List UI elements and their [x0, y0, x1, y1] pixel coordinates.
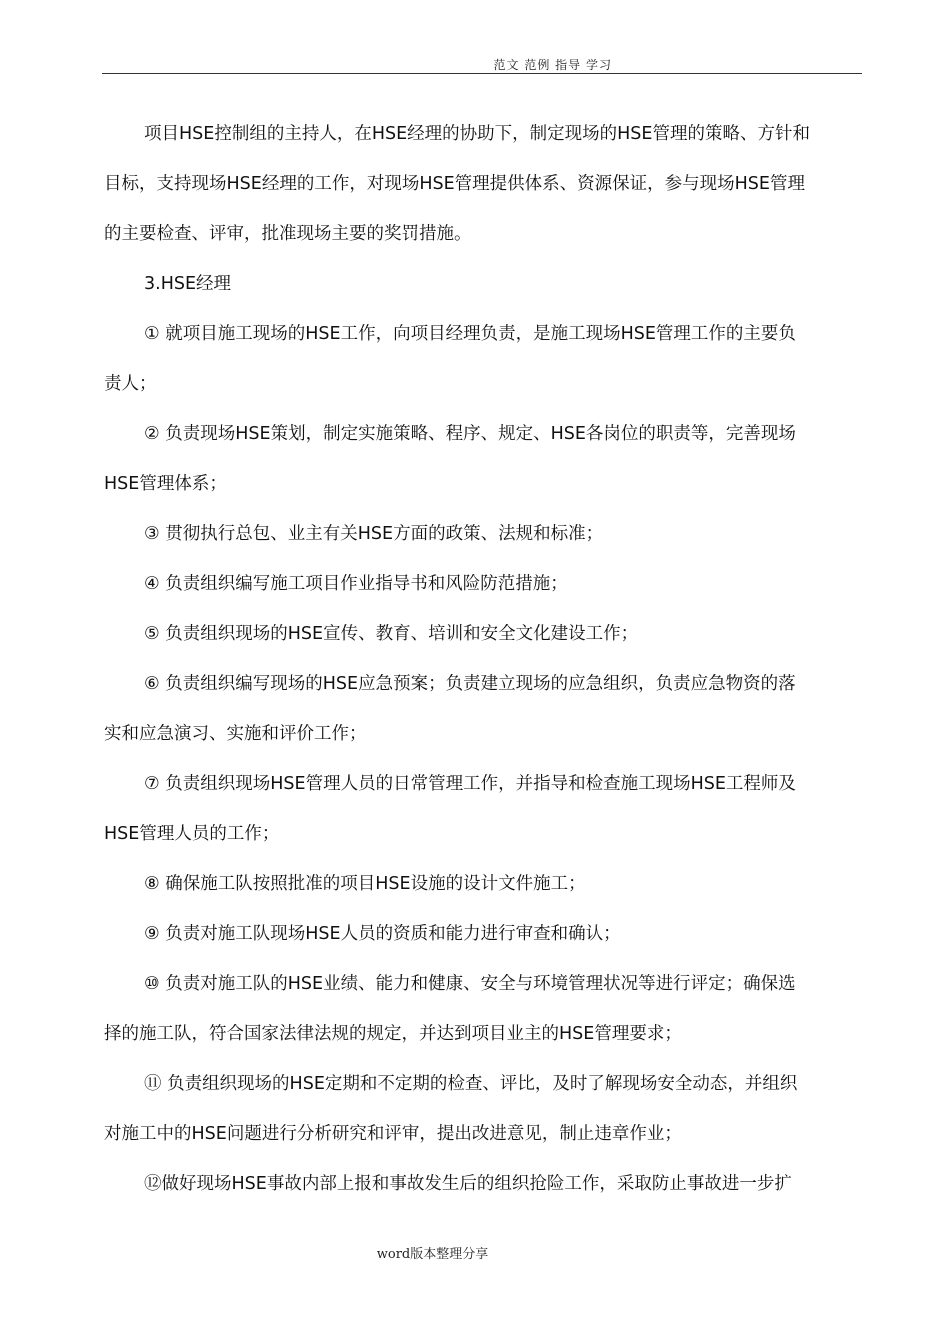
list-item: ② 负责现场HSE策划，制定实施策略、程序、规定、HSE各岗位的职责等，完善现场: [144, 424, 796, 444]
list-item: ⑫做好现场HSE事故内部上报和事故发生后的组织抢险工作，采取防止事故进一步扩: [144, 1174, 792, 1194]
document-body: [104, 120, 860, 1220]
body-line: 项目HSE控制组的主持人，在HSE经理的协助下，制定现场的HSE管理的策略、方针和: [144, 124, 810, 144]
list-item: ⑦ 负责组织现场HSE管理人员的日常管理工作，并指导和检查施工现场HSE工程师及: [144, 774, 796, 794]
list-item: ⑥ 负责组织编写现场的HSE应急预案；负责建立现场的应急组织，负责应急物资的落: [144, 674, 796, 694]
list-item: ⑩ 负责对施工队的HSE业绩、能力和健康、安全与环境管理状况等进行评定；确保选: [144, 974, 796, 994]
list-item: ① 就项目施工现场的HSE工作，向项目经理负责，是施工现场HSE管理工作的主要负: [144, 324, 796, 344]
body-line: 的主要检查、评审，批准现场主要的奖罚措施。: [104, 224, 472, 244]
section-heading: 3.HSE经理: [144, 274, 232, 294]
list-item-continuation: 择的施工队，符合国家法律法规的规定，并达到项目业主的HSE管理要求；: [104, 1024, 682, 1044]
list-item: ③ 贯彻执行总包、业主有关HSE方面的政策、法规和标准；: [144, 524, 604, 544]
list-item-continuation: 责人；: [104, 374, 157, 394]
list-item: ⑪ 负责组织现场的HSE定期和不定期的检查、评比，及时了解现场安全动态，并组织: [144, 1074, 798, 1094]
page-header: [102, 56, 862, 74]
list-item-continuation: HSE管理人员的工作；: [104, 824, 280, 844]
page-footer: [0, 1243, 950, 1262]
list-item: ⑧ 确保施工队按照批准的项目HSE设施的设计文件施工；: [144, 874, 586, 894]
list-item: ⑨ 负责对施工队现场HSE人员的资质和能力进行审查和确认；: [144, 924, 621, 944]
list-item: ⑤ 负责组织现场的HSE宣传、教育、培训和安全文化建设工作；: [144, 624, 639, 644]
footer-text: word版本整理分享: [376, 1247, 489, 1262]
list-item-continuation: HSE管理体系；: [104, 474, 227, 494]
header-text: 范文 范例 指导 学习: [493, 58, 612, 72]
list-item-continuation: 实和应急演习、实施和评价工作；: [104, 724, 367, 744]
list-item-continuation: 对施工中的HSE问题进行分析研究和评审，提出改进意见，制止违章作业；: [104, 1124, 682, 1144]
list-item: ④ 负责组织编写施工项目作业指导书和风险防范措施；: [144, 574, 568, 594]
body-line: 目标，支持现场HSE经理的工作，对现场HSE管理提供体系、资源保证，参与现场HSE管理: [104, 174, 805, 194]
